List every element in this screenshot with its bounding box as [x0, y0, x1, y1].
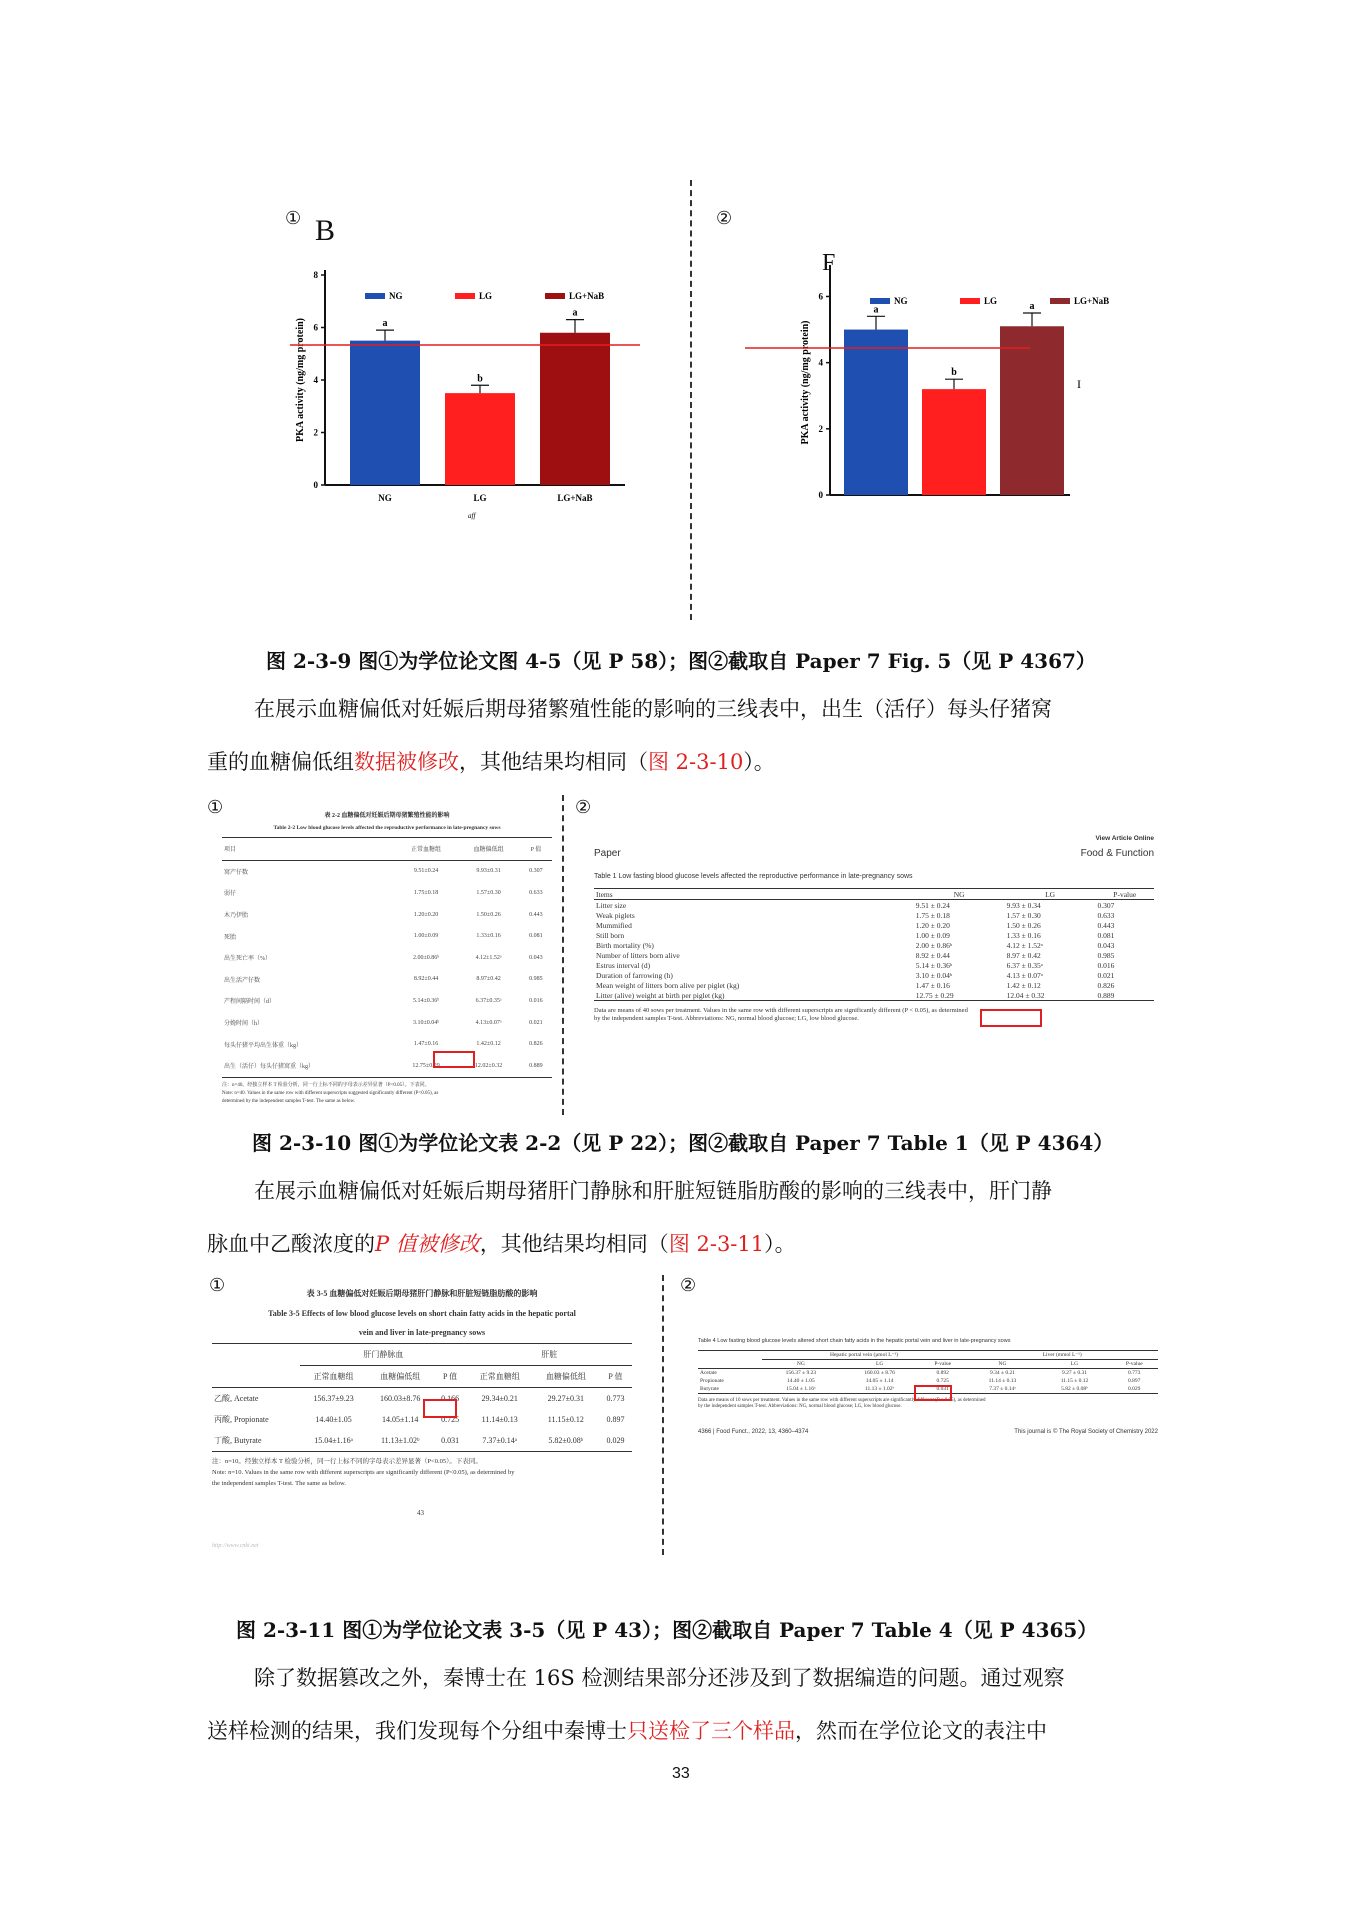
table [212, 1343, 632, 1452]
empty-header [698, 1351, 762, 1360]
table-title-en-2: vein and liver in late-pregnancy sows [358, 1328, 486, 1337]
table-row [222, 904, 552, 926]
table-cell: 5.82 ± 0.08ᵇ [1038, 1385, 1110, 1394]
paragraph-3-line-1: 除了数据篡改之外，秦博士在 16S 检测结果部分还涉及到了数据编造的问题。通过观察 [254, 1666, 1065, 1690]
figure-divider [562, 795, 564, 1115]
table-cell: 14.05±1.14 [382, 1415, 419, 1424]
annotation-mark: aff [468, 512, 476, 520]
table-cell: 3.10 ± 0.04ᵇ [915, 970, 953, 980]
table-cell: 29.34±0.21 [481, 1394, 518, 1403]
table-group-header-row [212, 1344, 632, 1366]
panel-marker-left: ① [207, 797, 224, 818]
table-cell: 1.00 ± 0.09 [915, 930, 950, 940]
table-title-en: Table 2-2 Low blood glucose levels affected the reproductive performance in late-pregnancy sows [273, 825, 501, 831]
table-cell: 1.00±0.09 [413, 933, 439, 940]
table-cell: 5.14±0.36ᵇ [412, 997, 440, 1004]
column-header: NG [762, 1360, 841, 1369]
table-cell: 11.15 ± 0.12 [1060, 1378, 1089, 1384]
figure-caption-1: 图 2-3-9 图①为学位论文图 4-5（见 P 58）；图②截取自 Paper 7 Fig. 5（见 P 4367） [266, 649, 1096, 673]
highlight-text: 数据被修改 [354, 750, 459, 774]
table-cell: Propionate [700, 1378, 724, 1384]
bar-chart-left [290, 250, 670, 530]
x-tick-label: LG [473, 493, 487, 503]
table-cell: 0.826 [1097, 980, 1115, 990]
bar-chart-right [745, 210, 1125, 510]
table-cell: 乙酸, Acetate [214, 1394, 259, 1403]
panel-marker-left: ① [285, 208, 302, 229]
table-cell: 12.75 ± 0.29 [914, 990, 1005, 1001]
bar [540, 333, 610, 485]
column-header: 血糖偏低组 [367, 1366, 434, 1388]
table-cell: 0.031 [919, 1385, 966, 1394]
panel-letter-left: B [315, 214, 336, 247]
column-header: P 值 [520, 838, 552, 861]
column-header: P-value [919, 1360, 966, 1369]
highlight-text: 只送检了三个样品 [627, 1719, 795, 1743]
table-row [222, 1012, 552, 1034]
legend-swatch [1050, 298, 1070, 304]
column-header: NG [914, 889, 1005, 900]
panel-marker-right: ② [716, 208, 733, 229]
table-cell: 0.443 [529, 911, 543, 918]
table-cell: 0.892 [936, 1370, 949, 1376]
table-cell: 1.57 ± 0.30 [1006, 910, 1041, 920]
table-cell: 0.725 [936, 1378, 949, 1384]
table-cell: 1.75±0.18 [413, 889, 439, 896]
table-cell: 1.20 ± 0.20 [915, 920, 950, 930]
legend-label: LG [984, 296, 998, 306]
table-cell: 0.725 [441, 1415, 460, 1424]
legend-label: LG+NaB [1074, 296, 1110, 306]
column-header: 血糖偏低组 [457, 838, 520, 861]
panel-marker-right: ② [680, 1275, 697, 1296]
paragraph-2-line-2 [207, 1218, 796, 1270]
table-cell: Duration of farrowing (h) [596, 970, 673, 980]
bar [1000, 326, 1064, 495]
table-cell: 1.47±0.16 [413, 1041, 439, 1048]
text-span: ，然而在学位论文的表注中 [795, 1719, 1047, 1743]
empty-header [698, 1360, 762, 1369]
table-cell: Mummified [596, 920, 632, 930]
figure-caption-2: 图 2-3-10 图①为学位论文表 2-2（见 P 22）；图②截取自 Paper 7 Table 1（见 P 4364） [252, 1131, 1114, 1155]
footer-citation: 4366 | Food Funct., 2022, 13, 4360–4374 [698, 1429, 809, 1435]
column-header: 项目 [222, 838, 395, 861]
significance-letter: a [382, 318, 388, 330]
column-header: NG [966, 1360, 1038, 1369]
table-note-1: Data are means of 40 sows per treatment. Values in the same row with different superscripts are significantly different (P < 0.05), as determined [594, 1007, 968, 1014]
significance-letter: a [873, 304, 879, 316]
table-cell: 2.00 ± 0.86ᵇ [915, 940, 953, 950]
table-cell: 9.34 ± 0.21 [989, 1370, 1015, 1376]
highlight-box [914, 1385, 952, 1401]
view-article-online: View Article Online [1095, 835, 1154, 842]
table-cell: 4.12 ± 1.52ᵃ [1006, 940, 1043, 950]
table-cell: 0.307 [529, 868, 543, 875]
table-cell: 0.081 [529, 933, 543, 940]
table-cell: 1.47 ± 0.16 [915, 980, 950, 990]
table-row [594, 940, 1154, 950]
legend-label: LG [479, 291, 493, 301]
table-cell: 产程间隔时间（d） [224, 999, 276, 1006]
table-cell: 木乃伊胎 [224, 913, 249, 920]
figure-caption-3: 图 2-3-11 图①为学位论文表 3-5（见 P 43）；图②截取自 Paper 7 Table 4（见 P 4365） [236, 1618, 1098, 1642]
column-header: 正常血糖组 [300, 1366, 367, 1388]
table-row [212, 1388, 632, 1410]
table-cell: 8.92 ± 0.44 [915, 950, 950, 960]
table-cell: 4.12±1.52ᵃ [475, 954, 502, 961]
table-cell: 0.443 [1097, 920, 1115, 930]
table-cell: 0.826 [529, 1041, 543, 1048]
table-cell: 1.33 ± 0.16 [1006, 930, 1041, 940]
table-cell: 0.043 [529, 954, 543, 961]
journal-header [594, 848, 1154, 859]
table-header-row [222, 838, 552, 861]
text-span: ，其他结果均相同（ [479, 1232, 669, 1256]
table-cell: 0.633 [529, 889, 543, 896]
table-cell: 弱仔 [224, 891, 237, 898]
table-row [222, 1033, 552, 1055]
table-title-cn: 表 3-5 血糖偏低对妊娠后期母猪肝门静脉和肝脏短链脂肪酸的影响 [306, 1289, 538, 1298]
bar [445, 393, 515, 485]
table-header-row [698, 1360, 1158, 1369]
table-cell: 丙酸, Propionate [214, 1415, 269, 1424]
legend-swatch [960, 298, 980, 304]
text-span: ）。 [743, 750, 775, 774]
table-cell: 0.031 [434, 1430, 467, 1452]
table-group-header-row [698, 1351, 1158, 1360]
table-cell: Birth mortality (%) [596, 940, 654, 950]
table-cell: 1.33±0.16 [476, 933, 501, 940]
footer-copyright: This journal is © The Royal Society of Chemistry 2022 [1014, 1429, 1158, 1435]
panel-marker-left: ① [209, 1275, 226, 1296]
table-row [594, 960, 1154, 970]
column-header: P-value [1096, 889, 1154, 900]
table-cell: 0.029 [1110, 1385, 1158, 1394]
table-cell: 14.40±1.05 [315, 1415, 352, 1424]
table-cell: 11.14±0.13 [481, 1415, 518, 1424]
significance-letter: b [951, 367, 957, 379]
table-cell: Number of litters born alive [596, 950, 680, 960]
bar [922, 389, 986, 495]
table-row [222, 990, 552, 1012]
table-row [594, 900, 1154, 911]
table-cell: 0.889 [1096, 990, 1154, 1001]
table-note-en-1: Note: n=10. Values in the same row with different superscripts are significantly different (P<0.05), as determined by [212, 1469, 515, 1476]
column-header: 血糖偏低组 [533, 1366, 599, 1388]
column-header: P 值 [599, 1366, 632, 1388]
table-cell: 死胎 [224, 934, 237, 941]
table-cell: 1.42 ± 0.12 [1006, 980, 1041, 990]
table-cell: 12.75±0.29 [395, 1055, 458, 1077]
thesis-page-number: 43 [417, 1509, 424, 1517]
significance-letter: b [477, 373, 483, 385]
y-tick-label: 6 [818, 291, 823, 302]
column-header: LG [1038, 1360, 1110, 1369]
table-cell: Litter size [596, 900, 627, 910]
table-cell: 出生死亡率（%） [224, 956, 271, 963]
group-header: Liver (mmol L⁻¹) [966, 1351, 1158, 1360]
empty-header [212, 1366, 300, 1388]
table-cell: 8.97±0.42 [476, 976, 501, 983]
significance-letter: a [1029, 301, 1035, 313]
table-header-row [212, 1366, 632, 1388]
table-row [222, 947, 552, 969]
table-cell: Acetate [700, 1370, 717, 1376]
table-note-en-2: the independent samples T-test. The same as below. [212, 1480, 346, 1487]
column-header: LG [1005, 889, 1096, 900]
table-cell: 分娩时间（h） [224, 1021, 264, 1028]
table-cell: 6.37 ± 0.35ᵃ [1006, 960, 1043, 970]
table-row [594, 920, 1154, 930]
table-cell: 12.02±0.32 [457, 1055, 520, 1077]
legend-swatch [545, 293, 565, 299]
table-cell: 14.05 ± 1.14 [865, 1378, 894, 1384]
table-cell: 156.37±9.23 [313, 1394, 354, 1403]
highlight-box [423, 1399, 457, 1418]
table-cell: Litter (alive) weight at birth per piglet (kg) [594, 990, 914, 1001]
table-cell: 4.13±0.07ᵃ [475, 1019, 502, 1026]
highlight-box [433, 1051, 475, 1068]
figure-reference: 图 2-3-11 [668, 1232, 765, 1256]
y-tick-label: 2 [818, 423, 823, 434]
text-span: ，其他结果均相同（ [459, 750, 648, 774]
table-row [222, 882, 552, 904]
highlight-box [980, 1009, 1042, 1027]
column-header: Items [594, 889, 914, 900]
watermark: http://www.cnki.net [212, 1543, 259, 1549]
y-axis-label: PKA activity (ng/mg protein) [295, 318, 306, 442]
thesis-table-3-5 [212, 1288, 632, 1549]
panel-letter-right: F [822, 250, 836, 276]
group-header: 肝脏 [467, 1344, 632, 1366]
table-cell: 15.04±1.16ᵃ [300, 1430, 367, 1452]
y-tick-label: 4 [313, 375, 318, 385]
table-cell: 12.04 ± 0.32 [1005, 990, 1096, 1001]
table-cell: 29.27±0.31 [547, 1394, 585, 1403]
column-header: 正常血糖组 [467, 1366, 533, 1388]
table-row [222, 1055, 552, 1077]
table-row [594, 990, 1154, 1001]
table-cell: 窝产仔数 [224, 869, 249, 876]
table-cell: 8.97 ± 0.42 [1006, 950, 1041, 960]
table-cell: 1.50±0.26 [476, 911, 501, 918]
table-cell: 5.82±0.08ᵇ [533, 1430, 599, 1452]
table-note-cn: 注：n=10。经独立样本 T 检验分析，同一行上标不同的字母表示差异显著（P<0.05）。下表同。 [212, 1458, 482, 1465]
legend-label: NG [894, 296, 908, 306]
table-cell: 0.889 [520, 1055, 552, 1077]
table-note-cn: 注：n=40。经独立样本 T 检验分析，同一行上标不同的字母表示差异显著（P<0.05）。下表同。 [222, 1082, 430, 1088]
table-cell: Estrus interval (d) [596, 960, 651, 970]
table-title-en-1: Table 3-5 Effects of low blood glucose levels on short chain fatty acids in the hepatic portal [268, 1309, 576, 1318]
figure-divider [690, 180, 692, 620]
table-cell: 0.985 [1097, 950, 1115, 960]
table-cell: 0.021 [1097, 970, 1115, 980]
table-cell: 9.93±0.31 [476, 868, 501, 875]
table-row [594, 950, 1154, 960]
table-header-row [594, 889, 1154, 900]
y-tick-label: 2 [313, 427, 318, 438]
bar [844, 330, 908, 495]
table-cell: 1.50 ± 0.26 [1006, 920, 1041, 930]
table-row [698, 1377, 1158, 1385]
empty-header [212, 1344, 300, 1366]
table-cell: 1.57±0.30 [476, 889, 501, 896]
legend-label: LG+NaB [569, 291, 605, 301]
table-cell: 3.10±0.04ᵇ [412, 1019, 440, 1026]
y-tick-label: 0 [818, 490, 823, 500]
legend-label: NG [389, 291, 403, 301]
table-cell: 8.92±0.44 [413, 976, 439, 983]
table-cell: 0.029 [599, 1430, 632, 1452]
y-tick-label: 6 [313, 322, 318, 333]
table-row [594, 970, 1154, 980]
table-cell: Still born [596, 930, 625, 940]
y-tick-label: 4 [818, 357, 823, 368]
table-cell: 1.20±0.20 [413, 911, 439, 918]
legend-swatch [870, 298, 890, 304]
table-cell: 11.14 ± 0.13 [988, 1378, 1017, 1384]
table-cell: 0.016 [1097, 960, 1115, 970]
table-cell: 9.51±0.24 [413, 868, 439, 875]
table-row [222, 925, 552, 947]
table-cell: 0.985 [529, 976, 543, 983]
paragraph-2-line-1: 在展示血糖偏低对妊娠后期母猪肝门静脉和肝脏短链脂肪酸的影响的三线表中，肝门静 [254, 1179, 1052, 1203]
table-cell: 1.42±0.12 [476, 1041, 501, 1048]
y-tick-label: 8 [313, 270, 318, 280]
table [594, 888, 1154, 1001]
y-tick-label: 0 [313, 480, 318, 490]
figure-reference: 图 2-3-10 [648, 750, 744, 774]
table-note-2: by the independent samples T-test. Abbreviations: NG, normal blood glucose; LG, low blood glucose. [594, 1015, 859, 1022]
table-cell: 0.043 [1097, 940, 1115, 950]
table-cell: 0.166 [441, 1394, 460, 1403]
panel-marker-right: ② [575, 797, 592, 818]
journal-footer [698, 1429, 1158, 1435]
table-cell: 11.13±1.02ᵇ [367, 1430, 434, 1452]
table-cell: 0.081 [1097, 930, 1115, 940]
table-cell: 7.37±0.14ᵃ [467, 1430, 533, 1452]
x-tick-label: NG [378, 493, 392, 503]
legend-swatch [365, 293, 385, 299]
table-row [212, 1409, 632, 1430]
table-cell: 每头仔猪平均出生体重（kg） [224, 1042, 303, 1049]
table-note-1: Data are means of 10 sows per treatment. Values in the same row with different superscripts are significantly different (P < 0.05), as determined [698, 1398, 986, 1403]
table-cell: 0.897 [1128, 1378, 1141, 1384]
column-header: 正常血糖组 [395, 838, 458, 861]
table-cell: 6.37±0.35ᵃ [475, 997, 502, 1004]
table-cell: 出生活产仔数 [224, 977, 261, 984]
table-row [222, 860, 552, 882]
table-title: Table 1 Low fasting blood glucose levels affected the reproductive performance in late-pregnancy sows [594, 873, 913, 880]
y-axis-label: PKA activity (ng/mg protein) [800, 320, 811, 445]
table-cell: 160.03±8.76 [380, 1394, 421, 1403]
table-cell: 0.021 [529, 1019, 543, 1026]
table-cell: 4.13 ± 0.07ᵃ [1006, 970, 1043, 980]
table-cell: 0.307 [1097, 900, 1115, 910]
table-cell: 0.897 [606, 1415, 625, 1424]
side-mark: I [1077, 377, 1081, 391]
table-cell: 156.37 ± 9.23 [785, 1370, 817, 1376]
table-row [698, 1369, 1158, 1378]
table-cell: Weak piglets [596, 910, 635, 920]
table-cell: 160.03 ± 8.76 [864, 1370, 895, 1376]
table-cell: 0.633 [1097, 910, 1115, 920]
table-cell: 9.51 ± 0.24 [915, 900, 950, 910]
highlight-text: P 值被修改 [375, 1232, 480, 1256]
text-span: 重的血糖偏低组 [207, 750, 354, 774]
journal-name: Food & Function [1080, 848, 1154, 859]
x-tick-label: LG+NaB [557, 493, 593, 503]
table-cell: 2.00±0.86ᵇ [412, 954, 440, 961]
table-cell: Mean weight of litters born alive per piglet (kg) [596, 980, 740, 990]
paragraph-1-line-1: 在展示血糖偏低对妊娠后期母猪繁殖性能的影响的三线表中，出生（活仔）每头仔猪窝 [254, 697, 1052, 721]
table-cell: 1.75 ± 0.18 [915, 910, 950, 920]
paper-label: Paper [594, 848, 621, 859]
table-row [594, 910, 1154, 920]
table-row [594, 980, 1154, 990]
table-cell: 0.773 [1128, 1370, 1141, 1376]
table-row [594, 930, 1154, 940]
table-cell: 出生（活仔）每头仔猪窝重（kg） [222, 1055, 395, 1077]
table-cell: 11.15±0.12 [547, 1415, 584, 1424]
table-row [222, 969, 552, 991]
table-title-cn: 表 2-2 血糖偏低对妊娠后期母猪繁殖性能的影响 [324, 813, 450, 819]
group-header: Hepatic portal vein (μmol L⁻¹) [762, 1351, 967, 1360]
table-row [212, 1430, 632, 1452]
table-cell: 7.37 ± 0.14ᵃ [966, 1385, 1038, 1394]
bar [350, 341, 420, 485]
figure-divider [662, 1275, 664, 1555]
table-cell: 9.27 ± 0.31 [1061, 1370, 1087, 1376]
table-cell: Butyrate [698, 1385, 762, 1394]
table-cell: 丁酸, Butyrate [212, 1430, 300, 1452]
table-cell: 0.016 [529, 997, 543, 1004]
table-note-en-1: Note: n=40. Values in the same row with different superscripts suggested significantly different (P<0.05), as [222, 1090, 439, 1096]
table-title: Table 4 Low fasting blood glucose levels altered short chain fatty acids in the hepatic portal vein and liver in late-pregnancy sows [698, 1338, 1011, 1344]
text-span: 脉血中乙酸浓度的 [207, 1232, 375, 1256]
column-header: P 值 [434, 1366, 467, 1388]
group-header: 肝门静脉血 [300, 1344, 466, 1366]
column-header: P-value [1110, 1360, 1158, 1369]
table-note-2: by the independent samples T-test. Abbreviations: NG, normal blood glucose; LG, low blood glucose. [698, 1404, 902, 1409]
legend-swatch [455, 293, 475, 299]
paragraph-3-line-2 [207, 1705, 1047, 1757]
table-cell: 14.40 ± 1.05 [786, 1378, 815, 1384]
paragraph-1-line-2 [207, 736, 775, 788]
table [222, 837, 552, 1078]
page-number: 33 [672, 1765, 690, 1782]
table-note-en-2: determined by the independent samples T-test. The same as below. [222, 1098, 356, 1104]
table-cell: 0.773 [606, 1394, 625, 1403]
table-cell: 11.13 ± 1.02ᵇ [840, 1385, 919, 1394]
column-header: LG [840, 1360, 919, 1369]
text-span: 送样检测的结果，我们发现每个分组中秦博士 [207, 1719, 627, 1743]
table-cell: 5.14 ± 0.36ᵇ [915, 960, 953, 970]
text-span: ）。 [764, 1232, 796, 1256]
table-cell: 9.93 ± 0.34 [1006, 900, 1041, 910]
table-cell: 15.04 ± 1.16ᵃ [762, 1385, 841, 1394]
thesis-table-2-2 [222, 810, 552, 1104]
paper-table-1 [594, 835, 1154, 1022]
significance-letter: a [572, 307, 578, 319]
